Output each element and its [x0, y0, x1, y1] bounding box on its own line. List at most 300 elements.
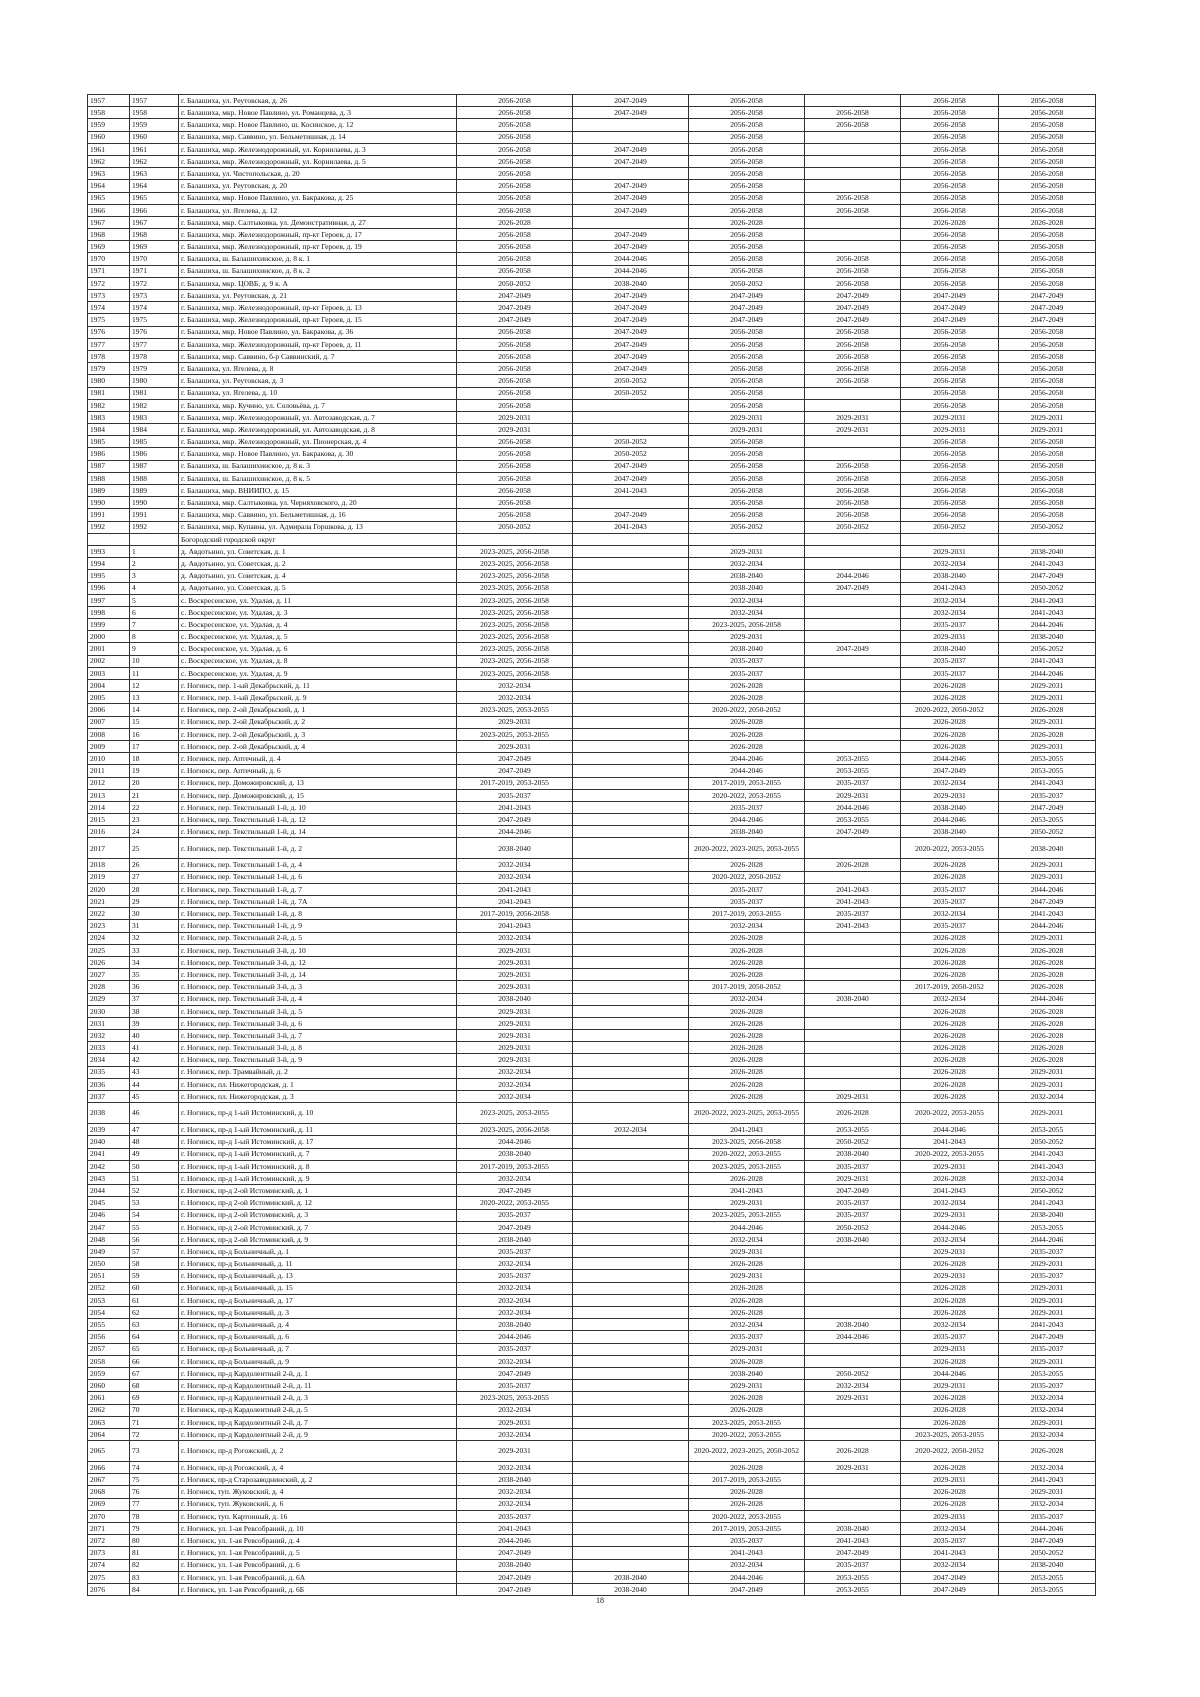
period-cell-5: 2038-2040 — [901, 801, 999, 813]
period-cell-5: 2029-2031 — [901, 631, 999, 643]
local-number-cell: 1967 — [130, 216, 179, 228]
period-cell-2: 2038-2040 — [573, 277, 689, 289]
period-cell-6: 2044-2046 — [999, 667, 1096, 679]
period-cell-4: 2026-2028 — [805, 859, 901, 871]
period-cell-1: 2056-2058 — [457, 143, 573, 155]
period-cell-3: 2017-2019, 2053-2055 — [689, 777, 805, 789]
period-cell-6: 2056-2058 — [999, 472, 1096, 484]
address-cell: г. Ногинск, пер. 2-ой Декабрьский, д. 4 — [179, 740, 457, 752]
period-cell-1: 2032-2034 — [457, 932, 573, 944]
period-cell-6: 2047-2049 — [999, 801, 1096, 813]
address-cell: г. Ногинск, пер. Текстильный 1-й, д. 8 — [179, 908, 457, 920]
table-row — [88, 363, 1096, 375]
period-cell-6: 2026-2028 — [999, 981, 1096, 993]
period-cell-2 — [573, 216, 689, 228]
address-cell: г. Ногинск, пр-д Кардолентный 2-й, д. 7 — [179, 1416, 457, 1428]
address-cell: г. Балашиха, мкр. ЦОВБ, д. 9 к. А — [179, 277, 457, 289]
period-cell-1: 2056-2058 — [457, 265, 573, 277]
period-cell-5: 2020-2022, 2050-2052 — [901, 1441, 999, 1462]
address-cell: г. Балашиха, мкр. Новое Павлино, ул. Бакракова, д. 36 — [179, 326, 457, 338]
period-cell-5: 2041-2043 — [901, 1547, 999, 1559]
period-cell-1: 2032-2034 — [457, 1498, 573, 1510]
period-cell-4 — [805, 1030, 901, 1042]
period-cell-4 — [805, 1066, 901, 1078]
period-cell-6: 2026-2028 — [999, 1042, 1096, 1054]
period-cell-2 — [573, 1030, 689, 1042]
local-number-cell: 81 — [130, 1547, 179, 1559]
period-cell-2 — [573, 944, 689, 956]
table-row — [88, 1103, 1096, 1124]
table-row — [88, 265, 1096, 277]
local-number-cell: 13 — [130, 692, 179, 704]
period-cell-3: 2026-2028 — [689, 680, 805, 692]
address-cell: г. Ногинск, пр-д Больничный, д. 1 — [179, 1246, 457, 1258]
period-cell-3: 2026-2028 — [689, 692, 805, 704]
row-number-cell: 1961 — [88, 143, 130, 155]
period-cell-4 — [805, 545, 901, 557]
row-number-cell: 2053 — [88, 1294, 130, 1306]
address-cell: г. Балашиха, ш. Балашихинское, д. 8 к. 5 — [179, 472, 457, 484]
local-number-cell: 1990 — [130, 497, 179, 509]
period-cell-2 — [573, 1380, 689, 1392]
local-number-cell: 84 — [130, 1583, 179, 1595]
local-number-cell: 1959 — [130, 119, 179, 131]
period-cell-4: 2050-2052 — [805, 1136, 901, 1148]
row-number-cell: 2048 — [88, 1233, 130, 1245]
table-row — [88, 1571, 1096, 1583]
address-cell: г. Ногинск, пр-д 2-ой Истоминский, д. 9 — [179, 1233, 457, 1245]
period-cell-3: 2032-2034 — [689, 993, 805, 1005]
period-cell-2 — [573, 1246, 689, 1258]
row-number-cell: 1960 — [88, 131, 130, 143]
local-number-cell: 49 — [130, 1148, 179, 1160]
period-cell-2 — [573, 680, 689, 692]
period-cell-1: 2056-2058 — [457, 155, 573, 167]
row-number-cell: 2019 — [88, 871, 130, 883]
row-number-cell: 2026 — [88, 956, 130, 968]
period-cell-1: 2023-2025, 2053-2055 — [457, 1103, 573, 1124]
period-cell-5: 2026-2028 — [901, 871, 999, 883]
address-cell: д. Авдотьино, ул. Советская, д. 2 — [179, 558, 457, 570]
period-cell-6: 2056-2058 — [999, 460, 1096, 472]
period-cell-1: 2056-2058 — [457, 399, 573, 411]
table-row — [88, 180, 1096, 192]
period-cell-3: 2020-2022, 2053-2055 — [689, 1148, 805, 1160]
address-cell: г. Ногинск, пер. Текстильный 3-й, д. 14 — [179, 969, 457, 981]
period-cell-6: 2044-2046 — [999, 993, 1096, 1005]
table-row — [88, 387, 1096, 399]
period-cell-2 — [573, 692, 689, 704]
address-cell: г. Ногинск, пр-д Рогожский, д. 4 — [179, 1462, 457, 1474]
period-cell-5: 2056-2058 — [901, 119, 999, 131]
period-cell-2 — [573, 956, 689, 968]
period-cell-4 — [805, 1246, 901, 1258]
period-cell-3: 2032-2034 — [689, 920, 805, 932]
address-cell: с. Воскресенское, ул. Удалая, д. 6 — [179, 643, 457, 655]
period-cell-2 — [573, 908, 689, 920]
local-number-cell: 35 — [130, 969, 179, 981]
period-cell-4 — [805, 1486, 901, 1498]
period-cell-4 — [805, 956, 901, 968]
period-cell-2 — [573, 1416, 689, 1428]
period-cell-2 — [573, 753, 689, 765]
period-cell-5: 2044-2046 — [901, 1124, 999, 1136]
period-cell-4 — [805, 1404, 901, 1416]
period-cell-2 — [573, 1307, 689, 1319]
period-cell-4: 2041-2043 — [805, 1535, 901, 1547]
period-cell-1: 2029-2031 — [457, 1042, 573, 1054]
period-cell-4: 2047-2049 — [805, 302, 901, 314]
period-cell-2: 2047-2049 — [573, 192, 689, 204]
period-cell-1: 2023-2025, 2053-2055 — [457, 1392, 573, 1404]
table-row — [88, 509, 1096, 521]
period-cell-4: 2056-2058 — [805, 485, 901, 497]
address-cell: г. Балашиха, ул. Ягелева, д. 8 — [179, 363, 457, 375]
local-number-cell: 69 — [130, 1392, 179, 1404]
period-cell-5: 2026-2028 — [901, 1404, 999, 1416]
table-row — [88, 1319, 1096, 1331]
table-row — [88, 338, 1096, 350]
period-cell-6: 2056-2058 — [999, 509, 1096, 521]
local-number-cell: 1980 — [130, 375, 179, 387]
period-cell-1: 2029-2031 — [457, 1441, 573, 1462]
local-number-cell: 1968 — [130, 229, 179, 241]
local-number-cell: 1961 — [130, 143, 179, 155]
table-row — [88, 594, 1096, 606]
table-row — [88, 411, 1096, 423]
period-cell-6: 2056-2058 — [999, 387, 1096, 399]
local-number-cell: 1986 — [130, 448, 179, 460]
address-cell: с. Воскресенское, ул. Удалая, д. 4 — [179, 619, 457, 631]
row-number-cell: 2025 — [88, 944, 130, 956]
period-cell-5: 2041-2043 — [901, 1185, 999, 1197]
table-row — [88, 619, 1096, 631]
address-cell: г. Ногинск, пр-д 2-ой Истоминский, д. 12 — [179, 1197, 457, 1209]
table-row — [88, 436, 1096, 448]
period-cell-3: 2020-2022, 2023-2025, 2053-2055 — [689, 1103, 805, 1124]
row-number-cell: 1969 — [88, 241, 130, 253]
period-cell-2 — [573, 558, 689, 570]
period-cell-6: 2056-2058 — [999, 143, 1096, 155]
local-number-cell: 1 — [130, 545, 179, 557]
period-cell-6: 2026-2028 — [999, 1017, 1096, 1029]
local-number-cell: 7 — [130, 619, 179, 631]
address-cell: г. Ногинск, пл. Нижегородская, д. 1 — [179, 1078, 457, 1090]
local-number-cell: 1972 — [130, 277, 179, 289]
period-cell-4: 2038-2040 — [805, 1319, 901, 1331]
table-row — [88, 485, 1096, 497]
period-cell-1: 2038-2040 — [457, 838, 573, 859]
row-number-cell: 1957 — [88, 95, 130, 107]
period-cell-4 — [805, 436, 901, 448]
period-cell-6: 2029-2031 — [999, 1355, 1096, 1367]
period-cell-3: 2038-2040 — [689, 1367, 805, 1379]
period-cell-1: 2023-2025, 2056-2058 — [457, 655, 573, 667]
local-number-cell: 1957 — [130, 95, 179, 107]
period-cell-3: 2026-2028 — [689, 1005, 805, 1017]
table-row — [88, 753, 1096, 765]
local-number-cell: 10 — [130, 655, 179, 667]
table-row — [88, 692, 1096, 704]
period-cell-4: 2056-2058 — [805, 265, 901, 277]
period-cell-5: 2044-2046 — [901, 1367, 999, 1379]
row-number-cell: 2027 — [88, 969, 130, 981]
period-cell-2 — [573, 1185, 689, 1197]
table-row — [88, 1282, 1096, 1294]
address-cell: г. Ногинск, пр-д Больничный, д. 9 — [179, 1355, 457, 1367]
row-number-cell: 1958 — [88, 107, 130, 119]
period-cell-6: 2026-2028 — [999, 1030, 1096, 1042]
period-cell-6: 2047-2049 — [999, 1535, 1096, 1547]
period-cell-5: 2029-2031 — [901, 545, 999, 557]
period-cell-6: 2029-2031 — [999, 1066, 1096, 1078]
period-cell-6: 2056-2058 — [999, 277, 1096, 289]
period-cell-4: 2035-2037 — [805, 1197, 901, 1209]
period-cell-1: 2023-2025, 2056-2058 — [457, 606, 573, 618]
table-row — [88, 399, 1096, 411]
period-cell-6: 2056-2058 — [999, 119, 1096, 131]
period-cell-1: 2056-2058 — [457, 107, 573, 119]
address-cell: г. Балашиха, мкр. Купавна, ул. Адмирала Горшкова, д. 13 — [179, 521, 457, 533]
row-number-cell: 2000 — [88, 631, 130, 643]
period-cell-5: 2056-2058 — [901, 460, 999, 472]
address-cell: г. Ногинск, пр-д Больничный, д. 6 — [179, 1331, 457, 1343]
row-number-cell: 2052 — [88, 1282, 130, 1294]
period-cell-3: 2035-2037 — [689, 655, 805, 667]
period-cell-1: 2056-2058 — [457, 131, 573, 143]
period-cell-1: 2056-2058 — [457, 95, 573, 107]
period-cell-2 — [573, 1209, 689, 1221]
period-cell-1: 2029-2031 — [457, 740, 573, 752]
section-empty-cell — [88, 533, 130, 545]
period-cell-4: 2044-2046 — [805, 801, 901, 813]
row-number-cell: 1976 — [88, 326, 130, 338]
period-cell-1: 2023-2025, 2056-2058 — [457, 558, 573, 570]
period-cell-6: 2056-2058 — [999, 241, 1096, 253]
period-cell-6: 2029-2031 — [999, 1307, 1096, 1319]
local-number-cell: 44 — [130, 1078, 179, 1090]
period-cell-2 — [573, 981, 689, 993]
period-cell-1: 2035-2037 — [457, 789, 573, 801]
period-cell-3: 2056-2058 — [689, 95, 805, 107]
period-cell-5: 2056-2058 — [901, 204, 999, 216]
period-cell-1: 2023-2025, 2053-2055 — [457, 728, 573, 740]
row-number-cell: 2043 — [88, 1172, 130, 1184]
row-number-cell: 2009 — [88, 740, 130, 752]
period-cell-6: 2050-2052 — [999, 582, 1096, 594]
period-cell-6: 2032-2034 — [999, 1428, 1096, 1440]
row-number-cell: 2011 — [88, 765, 130, 777]
period-cell-2 — [573, 1441, 689, 1462]
period-cell-3: 2026-2028 — [689, 944, 805, 956]
period-cell-6: 2026-2028 — [999, 969, 1096, 981]
period-cell-2: 2047-2049 — [573, 338, 689, 350]
period-cell-2: 2047-2049 — [573, 326, 689, 338]
local-number-cell: 4 — [130, 582, 179, 594]
period-cell-4 — [805, 241, 901, 253]
period-cell-5: 2056-2058 — [901, 375, 999, 387]
table-row — [88, 155, 1096, 167]
period-cell-1: 2047-2049 — [457, 1583, 573, 1595]
address-cell: с. Воскресенское, ул. Удалая, д. 5 — [179, 631, 457, 643]
local-number-cell: 1964 — [130, 180, 179, 192]
period-cell-1: 2038-2040 — [457, 1559, 573, 1571]
period-cell-5: 2056-2058 — [901, 143, 999, 155]
period-cell-4 — [805, 1474, 901, 1486]
period-cell-4: 2056-2058 — [805, 460, 901, 472]
period-cell-3: 2023-2025, 2056-2058 — [689, 619, 805, 631]
period-cell-5: 2035-2037 — [901, 667, 999, 679]
period-cell-3: 2056-2058 — [689, 253, 805, 265]
period-cell-4 — [805, 95, 901, 107]
period-cell-5: 2026-2028 — [901, 1462, 999, 1474]
period-cell-6: 2050-2052 — [999, 1185, 1096, 1197]
period-cell-3: 2056-2058 — [689, 436, 805, 448]
period-cell-2: 2047-2049 — [573, 290, 689, 302]
local-number-cell: 59 — [130, 1270, 179, 1282]
period-cell-4: 2056-2058 — [805, 277, 901, 289]
row-number-cell: 1992 — [88, 521, 130, 533]
period-cell-3: 2032-2034 — [689, 1559, 805, 1571]
period-cell-6: 2029-2031 — [999, 680, 1096, 692]
address-cell: г. Ногинск, пер. Текстильный 1-й, д. 7А — [179, 896, 457, 908]
period-cell-3: 2056-2058 — [689, 143, 805, 155]
period-cell-1: 2056-2058 — [457, 436, 573, 448]
period-cell-4: 2035-2037 — [805, 777, 901, 789]
row-number-cell: 2030 — [88, 1005, 130, 1017]
period-cell-6: 2056-2058 — [999, 375, 1096, 387]
local-number-cell: 1962 — [130, 155, 179, 167]
address-cell: г. Балашиха, ул. Реутовская, д. 21 — [179, 290, 457, 302]
period-cell-3: 2026-2028 — [689, 1258, 805, 1270]
address-cell: г. Ногинск, пр-д Кардолентный 2-й, д. 5 — [179, 1404, 457, 1416]
period-cell-5: 2026-2028 — [901, 740, 999, 752]
table-row — [88, 1331, 1096, 1343]
row-number-cell: 1968 — [88, 229, 130, 241]
period-cell-3: 2020-2022, 2050-2052 — [689, 871, 805, 883]
register-table-sheet — [87, 94, 1095, 1596]
period-cell-2 — [573, 1042, 689, 1054]
period-cell-5: 2056-2058 — [901, 509, 999, 521]
address-cell: г. Ногинск, пер. Текстильный 3-й, д. 8 — [179, 1042, 457, 1054]
period-cell-3: 2035-2037 — [689, 801, 805, 813]
period-cell-6: 2041-2043 — [999, 558, 1096, 570]
local-number-cell: 1981 — [130, 387, 179, 399]
row-number-cell: 1985 — [88, 436, 130, 448]
period-cell-1: 2041-2043 — [457, 801, 573, 813]
table-row — [88, 95, 1096, 107]
table-row — [88, 1462, 1096, 1474]
address-cell: г. Балашиха, мкр. Саввино, ул. Бельметишная, д. 14 — [179, 131, 457, 143]
period-cell-6: 2029-2031 — [999, 1416, 1096, 1428]
period-cell-4 — [805, 1294, 901, 1306]
period-cell-5: 2032-2034 — [901, 777, 999, 789]
period-cell-4 — [805, 387, 901, 399]
period-cell-4: 2056-2058 — [805, 204, 901, 216]
period-cell-2 — [573, 1103, 689, 1124]
local-number-cell: 19 — [130, 765, 179, 777]
address-cell: г. Балашиха, мкр. ВНИИПО, д. 15 — [179, 485, 457, 497]
address-cell: г. Балашиха, мкр. Новое Павлино, ш. Косинское, д. 12 — [179, 119, 457, 131]
table-row — [88, 1523, 1096, 1535]
period-cell-3: 2023-2025, 2056-2058 — [689, 1136, 805, 1148]
period-cell-2 — [573, 1148, 689, 1160]
period-cell-2: 2050-2052 — [573, 448, 689, 460]
period-cell-3: 2056-2058 — [689, 472, 805, 484]
row-number-cell: 2054 — [88, 1307, 130, 1319]
period-cell-4: 2041-2043 — [805, 920, 901, 932]
table-row — [88, 1185, 1096, 1197]
table-row — [88, 908, 1096, 920]
period-cell-5: 2056-2058 — [901, 95, 999, 107]
period-cell-2: 2047-2049 — [573, 229, 689, 241]
period-cell-4 — [805, 1307, 901, 1319]
period-cell-4: 2056-2058 — [805, 350, 901, 362]
period-cell-4 — [805, 558, 901, 570]
period-cell-4: 2056-2058 — [805, 253, 901, 265]
table-row — [88, 472, 1096, 484]
table-row — [88, 667, 1096, 679]
local-number-cell: 23 — [130, 814, 179, 826]
period-cell-6: 2056-2058 — [999, 155, 1096, 167]
period-cell-4: 2035-2037 — [805, 908, 901, 920]
period-cell-3: 2056-2058 — [689, 485, 805, 497]
address-cell: г. Ногинск, пр-д 1-ый Истоминский, д. 10 — [179, 1103, 457, 1124]
period-cell-5: 2056-2058 — [901, 399, 999, 411]
period-cell-3: 2047-2049 — [689, 1583, 805, 1595]
period-cell-1: 2020-2022, 2053-2055 — [457, 1197, 573, 1209]
period-cell-5: 2029-2031 — [901, 1510, 999, 1522]
local-number-cell: 40 — [130, 1030, 179, 1042]
period-cell-6: 2041-2043 — [999, 606, 1096, 618]
period-cell-4 — [805, 692, 901, 704]
period-cell-5: 2023-2025, 2053-2055 — [901, 1428, 999, 1440]
row-number-cell: 1999 — [88, 619, 130, 631]
period-cell-6: 2056-2058 — [999, 253, 1096, 265]
table-row — [88, 1233, 1096, 1245]
address-cell: г. Ногинск, пер. Доможировский, д. 13 — [179, 777, 457, 789]
table-row — [88, 1005, 1096, 1017]
period-cell-3: 2044-2046 — [689, 753, 805, 765]
period-cell-3: 2026-2028 — [689, 1294, 805, 1306]
period-cell-6: 2041-2043 — [999, 1160, 1096, 1172]
row-number-cell: 2044 — [88, 1185, 130, 1197]
period-cell-2: 2047-2049 — [573, 460, 689, 472]
period-cell-4: 2047-2049 — [805, 1547, 901, 1559]
period-cell-5: 2026-2028 — [901, 1017, 999, 1029]
period-cell-4: 2038-2040 — [805, 1233, 901, 1245]
row-number-cell: 2017 — [88, 838, 130, 859]
table-row — [88, 192, 1096, 204]
period-cell-2 — [573, 411, 689, 423]
local-number-cell: 55 — [130, 1221, 179, 1233]
period-cell-6: 2053-2055 — [999, 1583, 1096, 1595]
period-cell-3: 2044-2046 — [689, 814, 805, 826]
local-number-cell: 75 — [130, 1474, 179, 1486]
period-cell-5: 2026-2028 — [901, 728, 999, 740]
address-cell: г. Ногинск, пер. Текстильный 1-й, д. 9 — [179, 920, 457, 932]
period-cell-3: 2056-2058 — [689, 168, 805, 180]
period-cell-4: 2056-2058 — [805, 107, 901, 119]
period-cell-2 — [573, 1294, 689, 1306]
period-cell-6: 2056-2058 — [999, 338, 1096, 350]
period-cell-3: 2026-2028 — [689, 1392, 805, 1404]
row-number-cell: 2063 — [88, 1416, 130, 1428]
period-cell-4: 2056-2058 — [805, 509, 901, 521]
address-cell: г. Ногинск, пр-д Кардолентный 2-й, д. 1 — [179, 1367, 457, 1379]
table-row — [88, 119, 1096, 131]
period-cell-1: 2032-2034 — [457, 1355, 573, 1367]
